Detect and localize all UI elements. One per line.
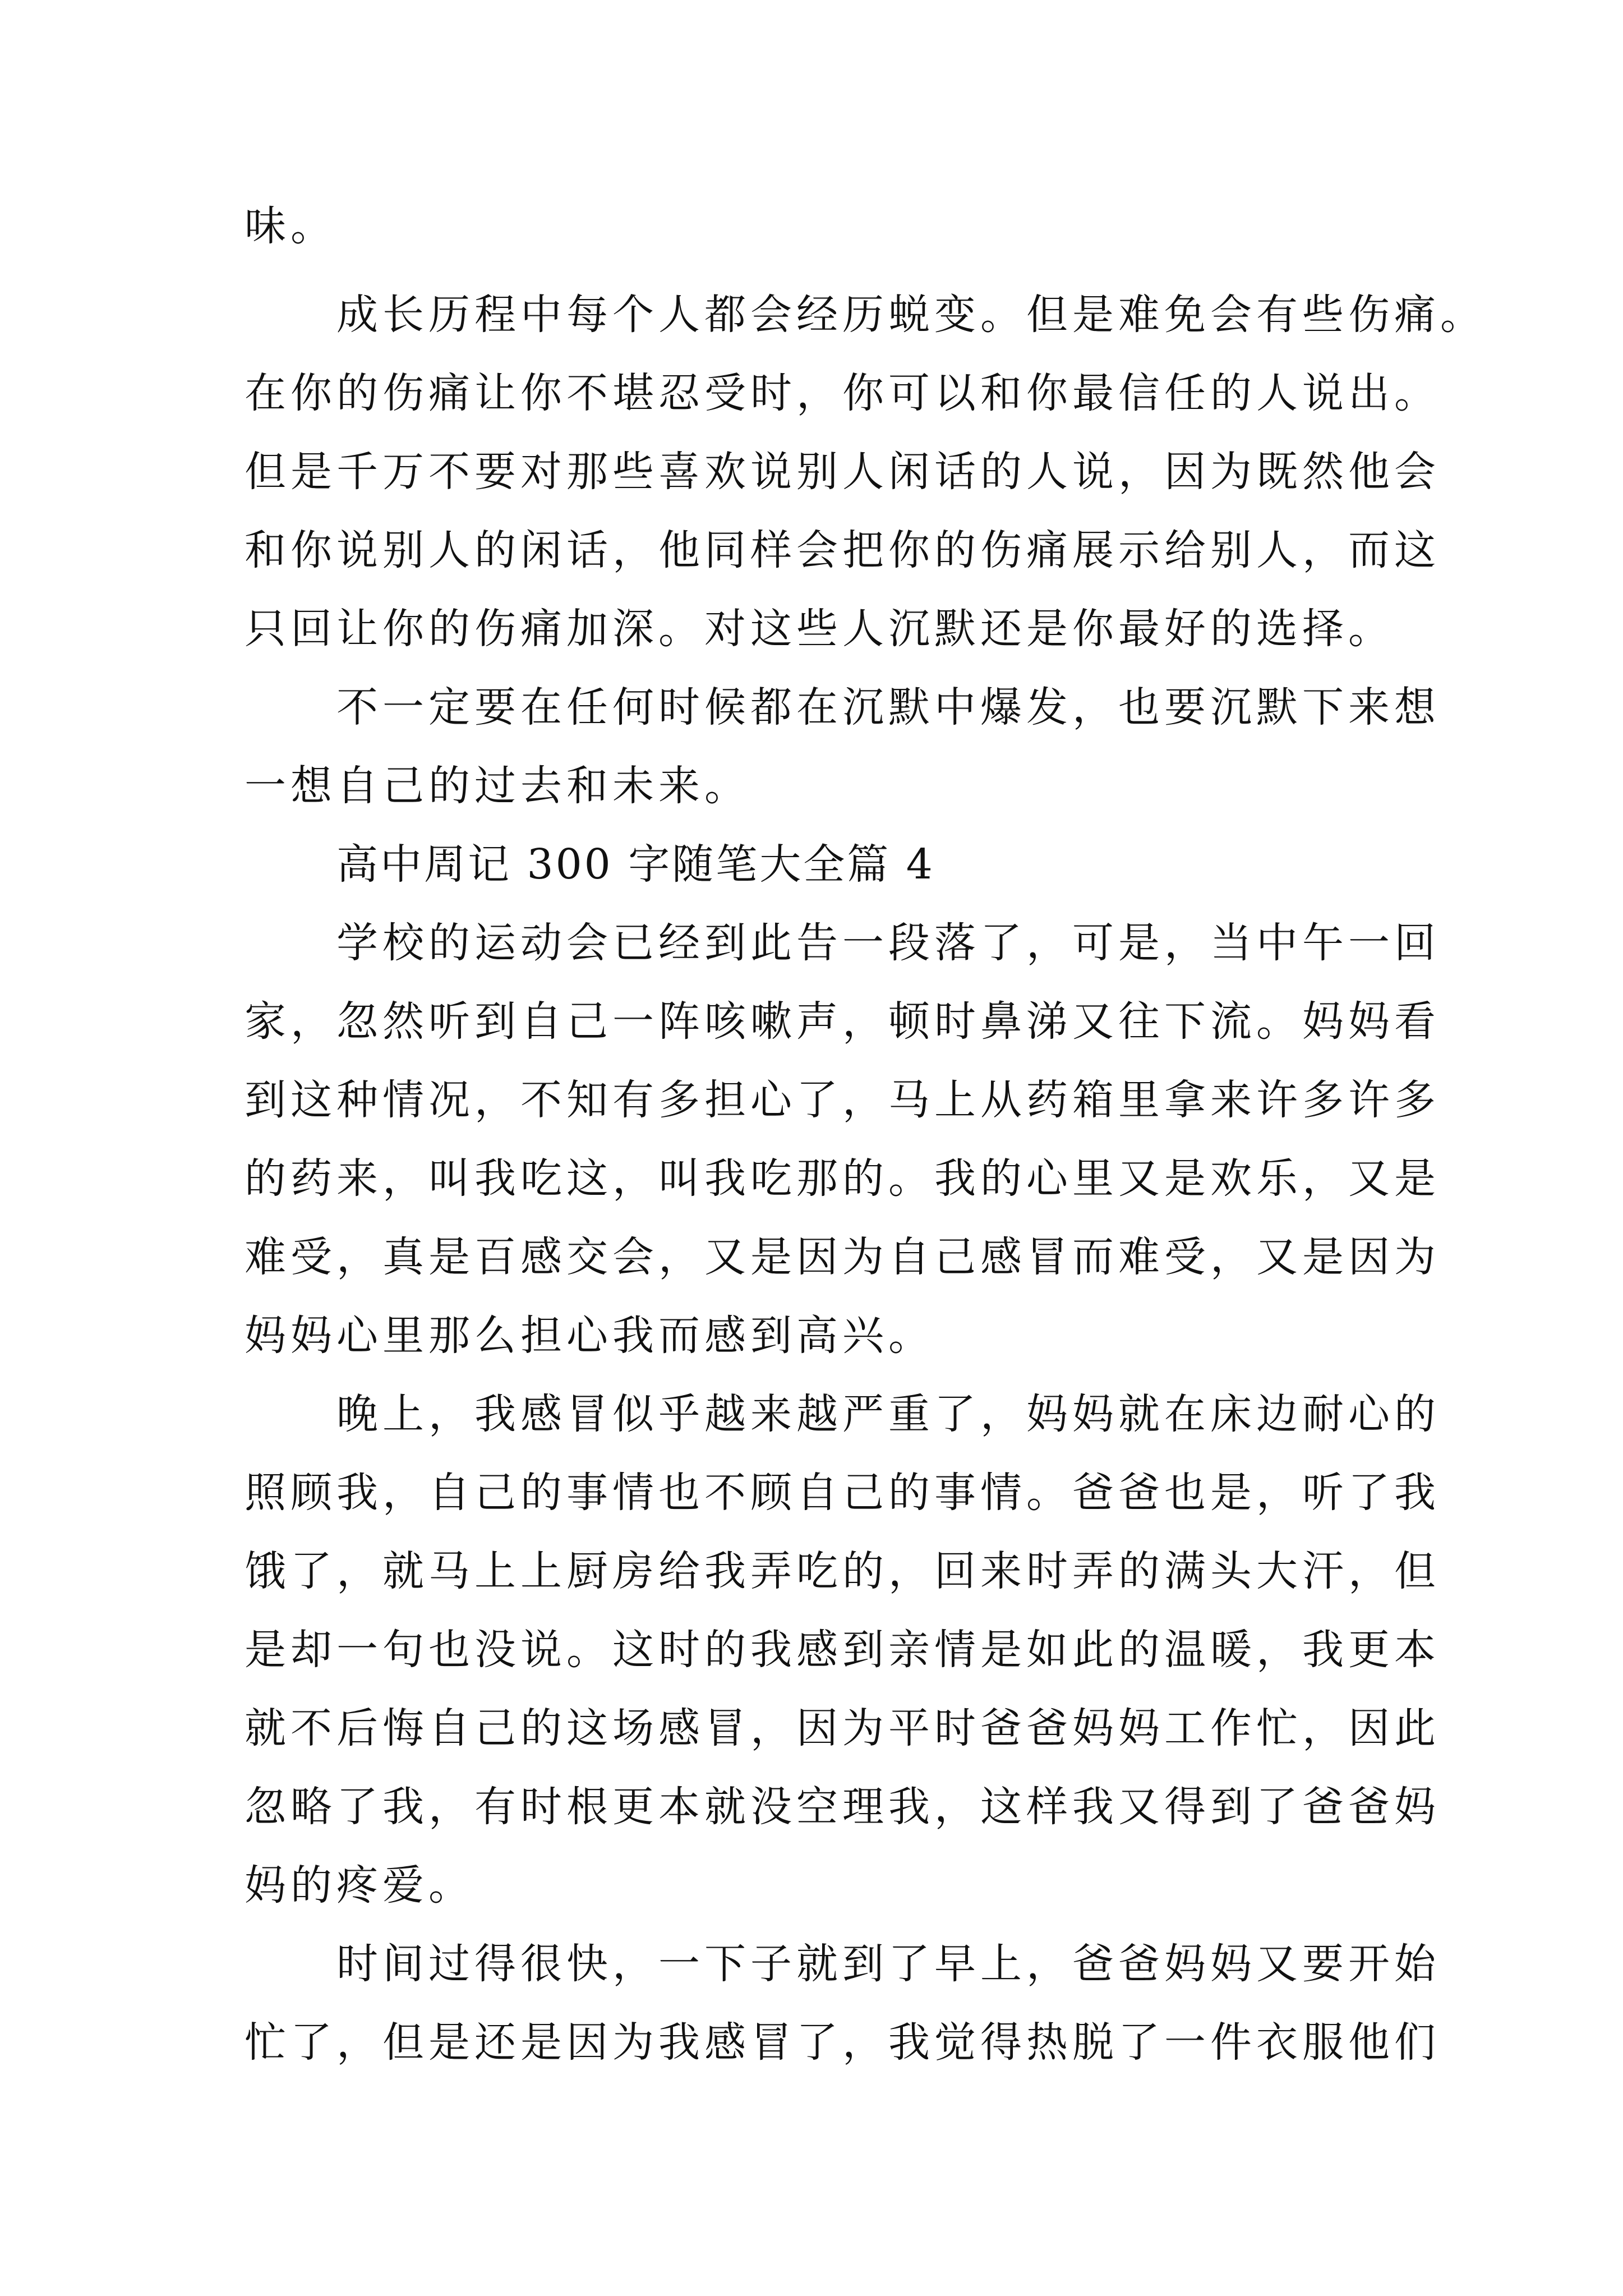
text-line: 晚上，我感冒似乎越来越严重了，妈妈就在床边耐心的 (336, 1390, 1440, 1438)
text-line: 照顾我，自己的事情也不顾自己的事情。爸爸也是，听了我 (245, 1469, 1440, 1517)
text-line: 忽略了我，有时根更本就没空理我，这样我又得到了爸爸妈 (245, 1783, 1440, 1831)
text-line: 在你的伤痛让你不堪忍受时，你可以和你最信任的人说出。 (245, 369, 1440, 417)
text-line: 只回让你的伤痛加深。对这些人沉默还是你最好的选择。 (245, 605, 1394, 653)
text-line: 成长历程中每个人都会经历蜕变。但是难免会有些伤痛。 (336, 291, 1486, 339)
text-line: 但是千万不要对那些喜欢说别人闲话的人说，因为既然他会 (245, 448, 1440, 496)
text-line: 一想自己的过去和未来。 (245, 762, 750, 810)
text-line: 饿了，就马上上厨房给我弄吃的，回来时弄的满头大汗，但 (245, 1547, 1440, 1595)
text-line: 味。 (245, 202, 336, 250)
text-line: 妈妈心里那么担心我而感到高兴。 (245, 1312, 934, 1360)
text-line: 和你说别人的闲话，他同样会把你的伤痛展示给别人，而这 (245, 526, 1440, 574)
text-line: 妈的疼爱。 (245, 1861, 474, 1910)
text-line: 学校的运动会已经到此告一段落了，可是，当中午一回 (336, 919, 1440, 967)
text-line: 时间过得很快，一下子就到了早上，爸爸妈妈又要开始 (336, 1940, 1440, 1988)
text-line: 家，忽然听到自己一阵咳嗽声，顿时鼻涕又往下流。妈妈看 (245, 997, 1440, 1046)
text-line: 不一定要在任何时候都在沉默中爆发，也要沉默下来想 (336, 683, 1440, 731)
text-line: 难受，真是百感交会，又是因为自己感冒而难受，又是因为 (245, 1233, 1440, 1281)
text-line: 忙了，但是还是因为我感冒了，我觉得热脱了一件衣服他们 (245, 2018, 1440, 2067)
text-line: 到这种情况，不知有多担心了，马上从药箱里拿来许多许多 (245, 1076, 1440, 1124)
section-heading: 高中周记 300 字随笔大全篇 4 (336, 840, 935, 889)
text-line: 的药来，叫我吃这，叫我吃那的。我的心里又是欢乐，又是 (245, 1154, 1440, 1203)
text-line: 是却一句也没说。这时的我感到亲情是如此的温暖，我更本 (245, 1626, 1440, 1674)
text-line: 就不后悔自己的这场感冒，因为平时爸爸妈妈工作忙，因此 (245, 1704, 1440, 1752)
